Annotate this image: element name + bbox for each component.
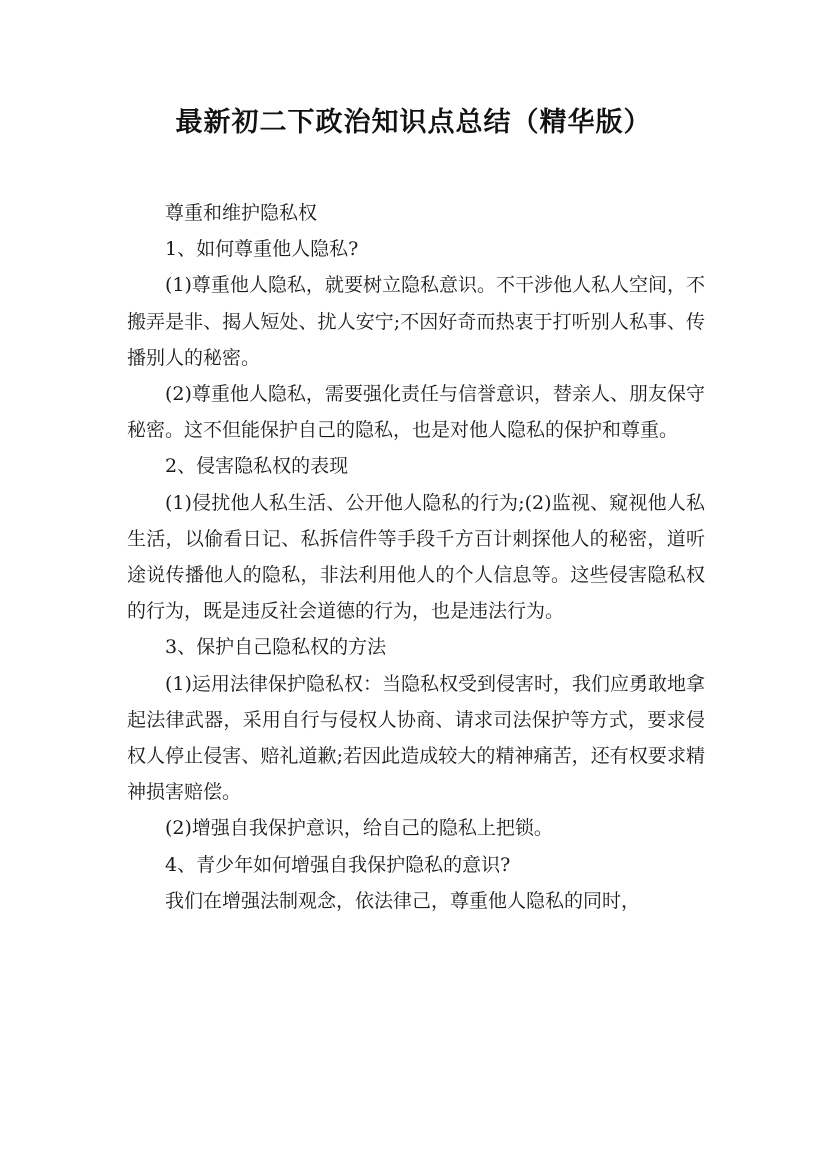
paragraph: (1)尊重他人隐私，就要树立隐私意识。不干涉他人私人空间，不搬弄是非、揭人短处、扰人安宁;不因好奇而热衷于打听别人私事、传播别人的秘密。 bbox=[127, 274, 705, 369]
question-heading-1: 1、如何尊重他人隐私? bbox=[165, 238, 359, 261]
question-heading-2: 2、侵害隐私权的表现 bbox=[165, 455, 349, 478]
question-heading-3: 3、保护自己隐私权的方法 bbox=[165, 636, 387, 659]
document-body bbox=[127, 195, 705, 919]
paragraph: (1)运用法律保护隐私权：当隐私权受到侵害时，我们应勇敢地拿起法律武器，采用自行与侵权人协商、请求司法保护等方式，要求侵权人停止侵害、赔礼道歉;若因此造成较大的精神痛苦，还有权要求精神损害赔偿。 bbox=[127, 672, 705, 804]
paragraph: 我们在增强法制观念，依法律己，尊重他人隐私的同时， bbox=[165, 889, 641, 912]
paragraph: (2)增强自我保护意识，给自己的隐私上把锁。 bbox=[165, 817, 553, 840]
question-heading-4: 4、青少年如何增强自我保护隐私的意识? bbox=[165, 853, 511, 876]
paragraph: (2)尊重他人隐私，需要强化责任与信誉意识，替亲人、朋友保守秘密。这不但能保护自己的隐私，也是对他人隐私的保护和尊重。 bbox=[127, 383, 705, 442]
section-heading-privacy: 尊重和维护隐私权 bbox=[165, 202, 318, 224]
paragraph: (1)侵扰他人私生活、公开他人隐私的行为;(2)监视、窥视他人私生活，以偷看日记、私拆信件等手段千方百计刺探他人的秘密，道听途说传播他人的隐私，非法利用他人的个人信息等。这些侵害隐私权的行为，既是违反社会道德的行为，也是违法行为。 bbox=[127, 491, 705, 623]
document-title: 最新初二下政治知识点总结（精华版） bbox=[175, 107, 652, 138]
